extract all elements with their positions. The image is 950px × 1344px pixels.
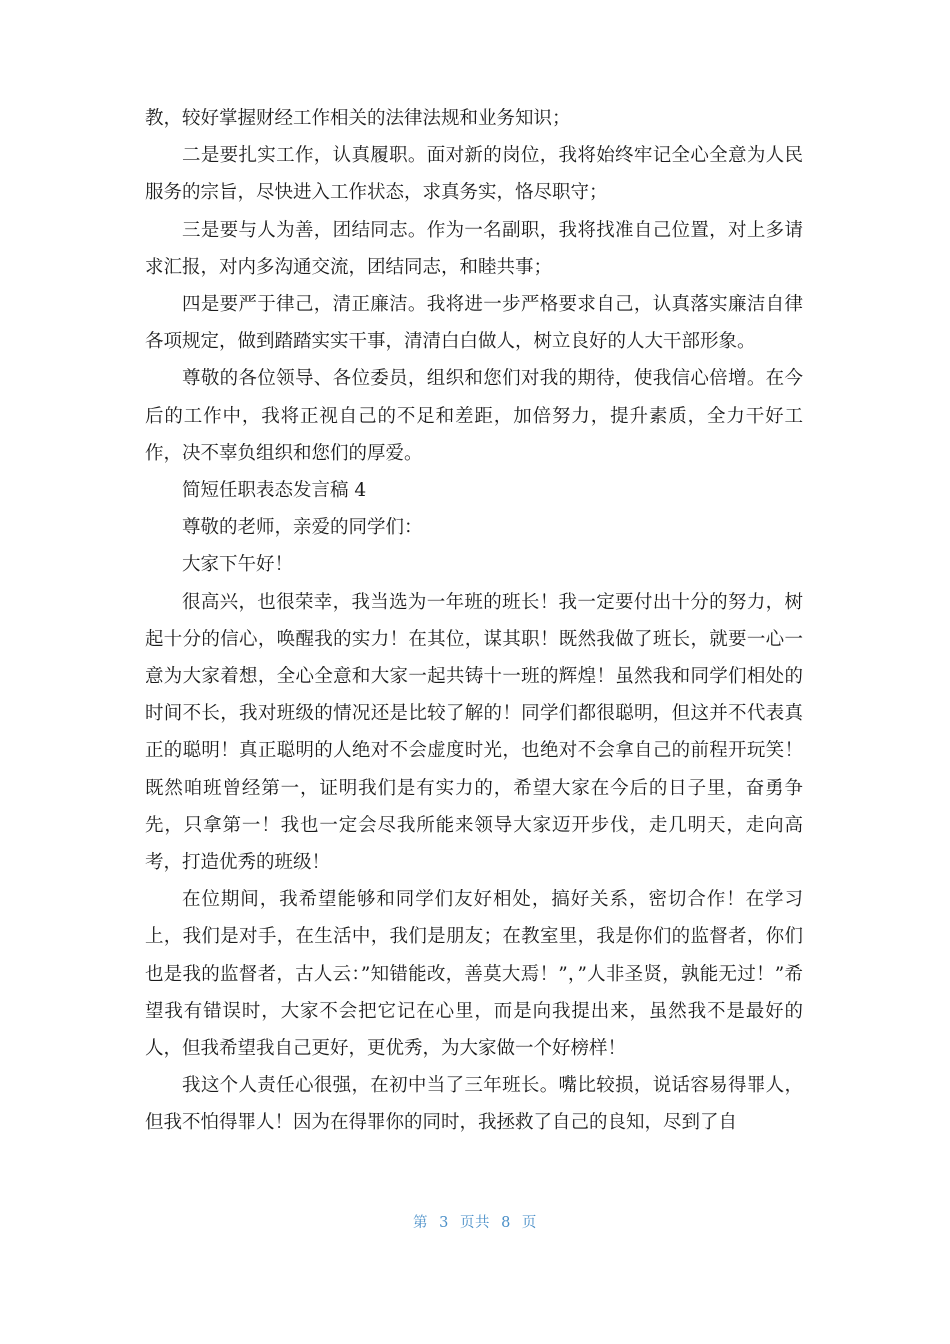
paragraph: 三是要与人为善，团结同志。作为一名副职，我将找准自己位置，对上多请求汇报，对内多沟通交流，团结同志，和睦共事； [145,219,803,278]
page-number-footer: 第 3 页共 8 页 [413,1215,537,1231]
section-heading: 简短任职表态发言稿 4 [182,480,367,502]
paragraph: 二是要扎实工作，认真履职。面对新的岗位，我将始终牢记全心全意为人民服务的宗旨，尽快进入工作状态，求真务实，恪尽职守； [145,145,803,204]
paragraph: 尊敬的各位领导、各位委员，组织和您们对我的期待，使我信心倍增。在今后的工作中，我将正视自己的不足和差距，加倍努力，提升素质，全力干好工作，决不辜负组织和您们的厚爱。 [145,368,803,464]
greeting: 大家下午好！ [182,554,294,576]
paragraph: 在位期间，我希望能够和同学们友好相处，搞好关系，密切合作！在学习上，我们是对手，在生活中，我们是朋友；在教室里，我是你们的监督者，你们也是我的监督者，古人云：”知错能改，善莫大焉！”，”人非圣贤，孰能无过！”希望我有错误时，大家不会把它记在心里，而是向我提出来，虽然我不是最好的人，但我希望我自己更好，更优秀，为大家做一个好榜样！ [145,889,803,1060]
paragraph: 四是要严于律己，清正廉洁。我将进一步严格要求自己，认真落实廉洁自律各项规定，做到踏踏实实干事，清清白白做人，树立良好的人大干部形象。 [145,294,803,353]
salutation: 尊敬的老师，亲爱的同学们： [182,517,423,539]
paragraph: 教，较好掌握财经工作相关的法律法规和业务知识； [145,108,571,129]
document-body [145,100,803,1142]
paragraph: 很高兴，也很荣幸，我当选为一年班的班长！我一定要付出十分的努力，树起十分的信心，唤醒我的实力！在其位，谋其职！既然我做了班长，就要一心一意为大家着想，全心全意和大家一起共铸十一班的辉煌！虽然我和同学们相处的时间不长，我对班级的情况还是比较了解的！同学们都很聪明，但这并不代表真正的聪明！真正聪明的人绝对不会虚度时光，也绝对不会拿自己的前程开玩笑！既然咱班曾经第一，证明我们是有实力的，希望大家在今后的日子里，奋勇争先，只拿第一！我也一定会尽我所能来领导大家迈开步伐，走几明天，走向高考，打造优秀的班级！ [145,591,803,874]
paragraph: 我这个人责任心很强，在初中当了三年班长。嘴比较损，说话容易得罪人，但我不怕得罪人！因为在得罪你的同时，我拯救了自己的良知，尽到了自 [145,1075,803,1134]
